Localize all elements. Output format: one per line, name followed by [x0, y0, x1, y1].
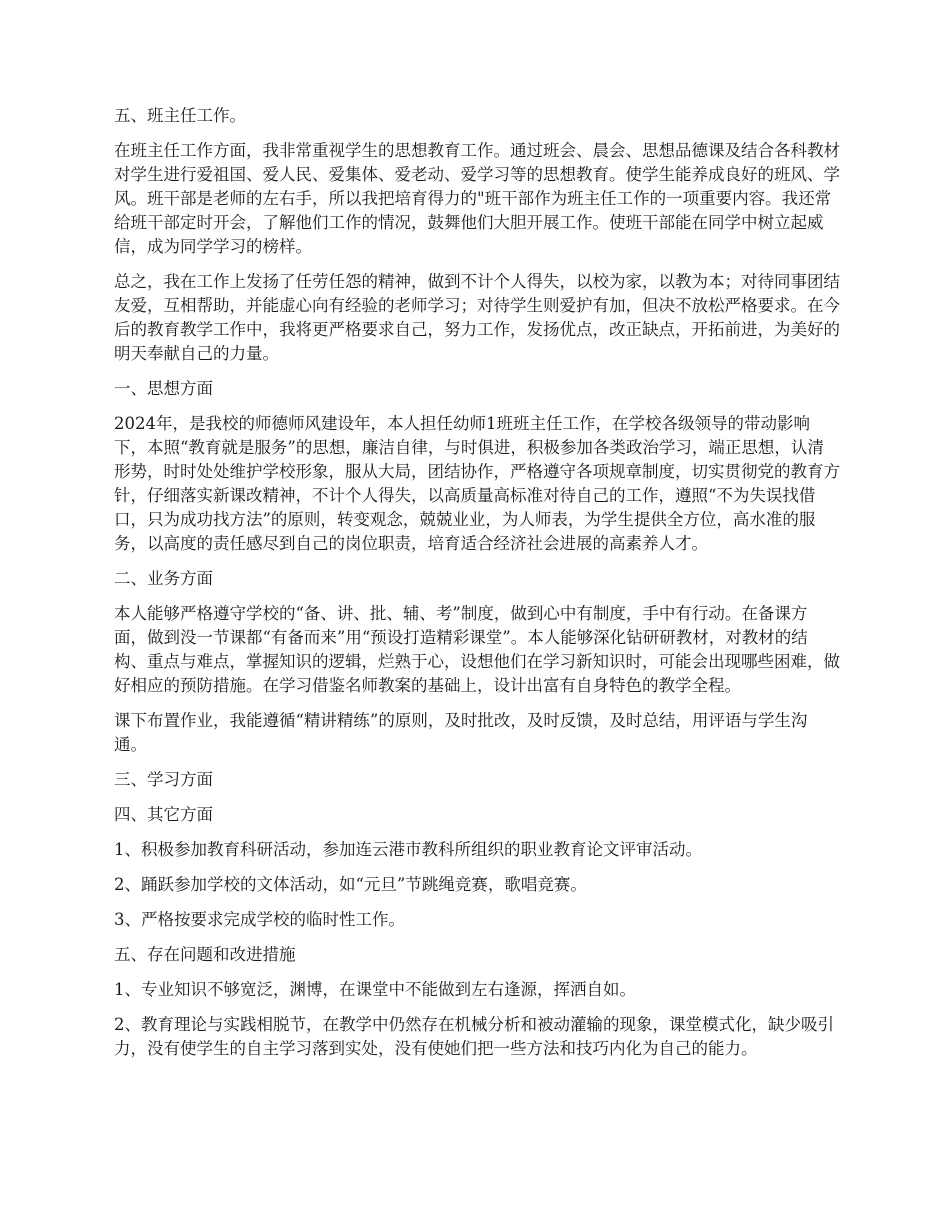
section-heading-other: 四、其它方面	[114, 805, 213, 824]
list-item-problem-knowledge: 1、专业知识不够宽泛，渊博，在课堂中不能做到左右逢源，挥洒自如。	[114, 980, 636, 999]
list-item-activities: 2、踊跃参加学校的文体活动，如“元旦”节跳绳竞赛，歌唱竞赛。	[114, 875, 587, 894]
paragraph-professional: 本人能够严格遵守学校的“备、讲、批、辅、考”制度，做到心中有制度，手中有行动。在备课方面，做到没一节课都“有备而来”用“预设打造精彩课堂”。本人能够深化钻研研教材，对教材的结构、重点与难点，掌握知识的逻辑，烂熟于心，设想他们在学习新知识时，可能会出现哪些困难，做好相应的预防措施。在学习借鉴名师教案的基础上，设计出富有自身特色的教学全程。	[114, 604, 840, 695]
section-heading-class-teacher: 五、班主任工作。	[114, 106, 246, 125]
section-heading-study: 三、学习方面	[114, 770, 213, 789]
list-item-problem-theory: 2、教育理论与实践相脱节，在教学中仍然存在机械分析和被动灌输的现象，课堂模式化，缺少吸引力，没有使学生的自主学习落到实处，没有使她们把一些方法和技巧内化为自己的能力。	[114, 1015, 834, 1058]
list-item-temporary-work: 3、严格按要求完成学校的临时性工作。	[114, 910, 405, 929]
paragraph-class-teacher-work: 在班主任工作方面，我非常重视学生的思想教育工作。通过班会、晨会、思想品德课及结合各科教材对学生进行爱祖国、爱人民、爱集体、爱老动、爱学习等的思想教育。使学生能养成良好的班风、学风。班干部是老师的左右手，所以我把培育得力的"班干部作为班主任工作的一项重要内容。我还常给班干部定时开会，了解他们工作的情况，鼓舞他们大胆开展工作。使班干部能在同学中树立起威信，成为同学学习的榜样。	[114, 141, 840, 256]
paragraph-summary: 总之，我在工作上发扬了任劳任怨的精神，做到不计个人得失，以校为家，以教为本；对待同事团结友爱，互相帮助，并能虚心向有经验的老师学习；对待学生则爱护有加，但决不放松严格要求。在今后的教育教学工作中，我将更严格要求自己，努力工作，发扬优点，改正缺点，开拓前进，为美好的明天奉献自己的力量。	[114, 272, 840, 363]
list-item-research: 1、积极参加教育科研活动，参加连云港市教科所组织的职业教育论文评审活动。	[114, 840, 702, 859]
document-page	[114, 104, 840, 1072]
section-heading-professional: 二、业务方面	[114, 569, 213, 588]
paragraph-ideology: 2024年，是我校的师德师风建设年，本人担任幼师1班班主任工作，在学校各级领导的带动影响下，本照“教育就是服务”的思想，廉洁自律，与时俱进，积极参加各类政治学习，端正思想，认清形势，时时处处维护学校形象，服从大局，团结协作，严格遵守各项规章制度，切实贯彻党的教育方针，仔细落实新课改精神，不计个人得失，以高质量高标准对待自己的工作，遵照“不为失误找借口，只为成功找方法”的原则，转变观念，兢兢业业，为人师表，为学生提供全方位，高水准的服务，以高度的责任感尽到自己的岗位职责，培育适合经济社会进展的高素养人才。	[114, 414, 840, 553]
paragraph-homework: 课下布置作业，我能遵循“精讲精练”的原则，及时批改，及时反馈，及时总结，用评语与学生沟通。	[114, 711, 808, 754]
section-heading-problems: 五、存在问题和改进措施	[114, 945, 296, 964]
section-heading-ideology: 一、思想方面	[114, 379, 213, 398]
